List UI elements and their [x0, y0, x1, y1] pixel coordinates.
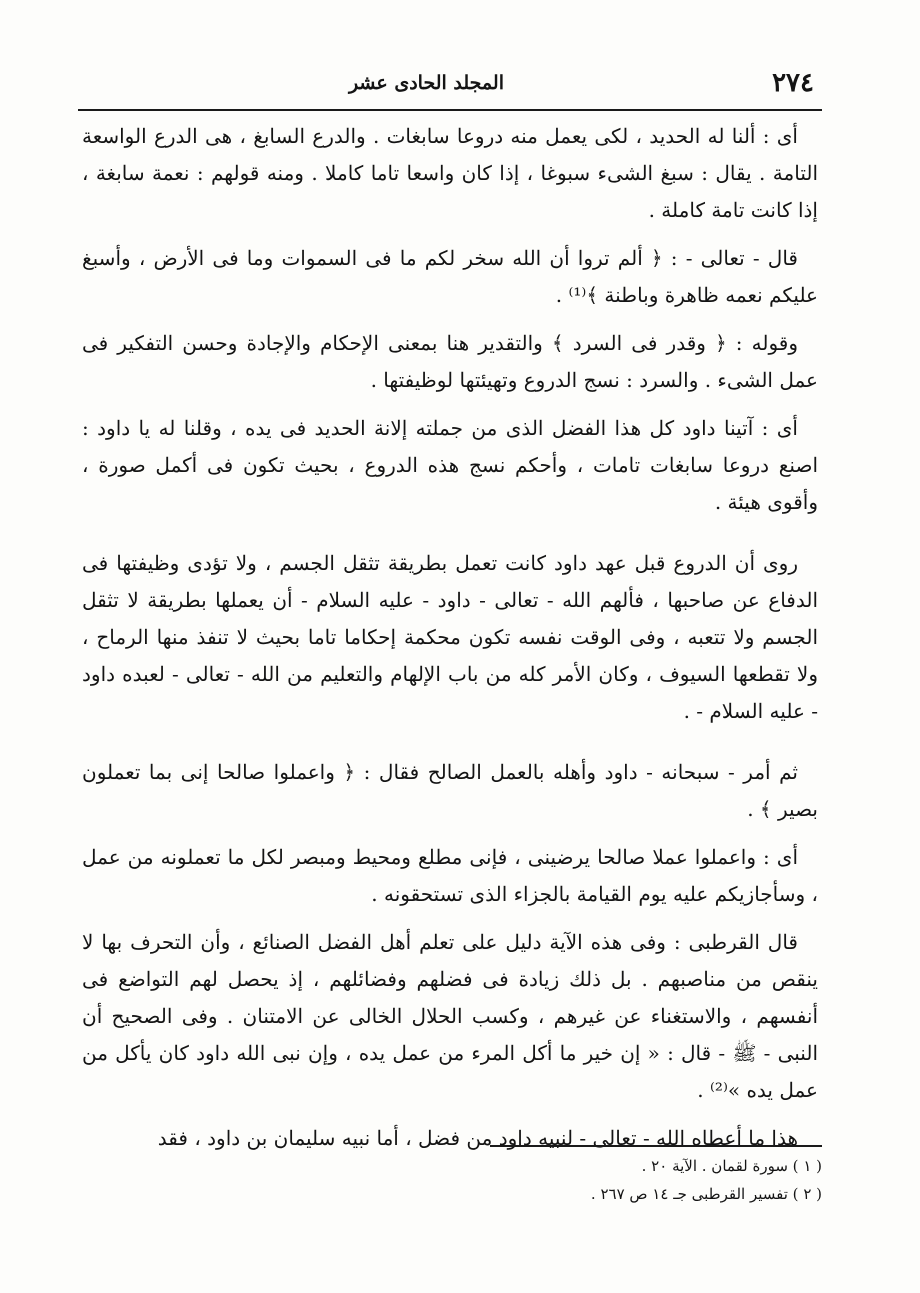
paragraph: أى : ألنا له الحديد ، لكى يعمل منه دروعا سابغات . والدرع السابغ ، هى الدرع الواسعة التامة . يقال : سبغ الشىء سبوغا ، إذا كان واسعا تاما كاملا . ومنه قولهم : نعمة سابغة ، إذا كانت تامة كاملة . — [82, 124, 818, 222]
paragraph: أى : آتينا داود كل هذا الفضل الذى من جملته إلانة الحديد فى يده ، وقلنا له يا داود : اصنع دروعا سابغات تامات ، وأحكم نسج هذه الدروع ، بحيث تكون فى أكمل صورة ، وأقوى هيئة . — [82, 416, 818, 514]
page-number: ٢٧٤ — [772, 68, 814, 98]
main-text — [82, 118, 818, 1168]
footnote: ( ٢ ) تفسير القرطبى جـ ١٤ ص ٢٦٧ . — [590, 1185, 822, 1203]
paragraph: وقوله : ﴿ وقدر فى السرد ﴾ والتقدير هنا بمعنى الإحكام والإجادة وحسن التفكير فى عمل الشىء . والسرد : نسج الدروع وتهيئتها لوظيفتها . — [82, 331, 818, 392]
footnote-rule — [490, 1145, 822, 1147]
paragraph: قال - تعالى - : ﴿ ألم تروا أن الله سخر لكم ما فى السموات وما فى الأرض ، وأسبغ عليكم نعمه ظاهرة وباطنة ﴾⁽¹⁾ . — [82, 246, 818, 307]
running-title: المجلد الحادى عشر — [348, 72, 504, 94]
page-header — [78, 62, 822, 108]
paragraph: أى : واعملوا عملا صالحا يرضينى ، فإنى مطلع ومحيط ومبصر لكل ما تعملونه من عمل ، وسأجازيكم عليه يوم القيامة بالجزاء الذى تستحقونه . — [82, 845, 818, 906]
paragraph: هذا ما أعطاه الله - تعالى - لنبيه داود من فضل ، أما نبيه سليمان بن داود ، فقد — [157, 1126, 798, 1150]
header-rule — [78, 109, 822, 111]
paragraph: روى أن الدروع قبل عهد داود كانت تعمل بطريقة تثقل الجسم ، ولا تؤدى وظيفتها فى الدفاع عن صاحبها ، فألهم الله - تعالى - داود - عليه السلام - أن يعملها بطريقة لا تثقل الجسم ولا تتعبه ، وفى الوقت نفسه تكون محكمة إحكاما تاما بحيث لا تنفذ منها الرماح ، ولا تقطعها السيوف ، وكان الأمر كله من باب الإلهام والتعليم من الله - تعالى - لعبده داود - عليه السلام - . — [82, 551, 818, 723]
footnotes — [420, 1152, 822, 1208]
footnote: ( ١ ) سورة لقمان . الآية ٢٠ . — [641, 1157, 822, 1175]
paragraph: قال القرطبى : وفى هذه الآية دليل على تعلم أهل الفضل الصنائع ، وأن التحرف بها لا ينقص من مناصبهم . بل ذلك زيادة فى فضلهم وفضائلهم ، إذ يحصل لهم التواضع فى أنفسهم ، والاستغناء عن غيرهم ، وكسب الحلال الخالى عن الامتنان . وفى الصحيح أن النبى - ﷺ - قال : « إن خير ما أكل المرء من عمل يده ، وإن نبى الله داود كان يأكل من عمل يده »⁽²⁾ . — [82, 930, 818, 1102]
paragraph: ثم أمر - سبحانه - داود وأهله بالعمل الصالح فقال : ﴿ واعملوا صالحا إنى بما تعملون بصير ﴾ . — [82, 760, 818, 821]
